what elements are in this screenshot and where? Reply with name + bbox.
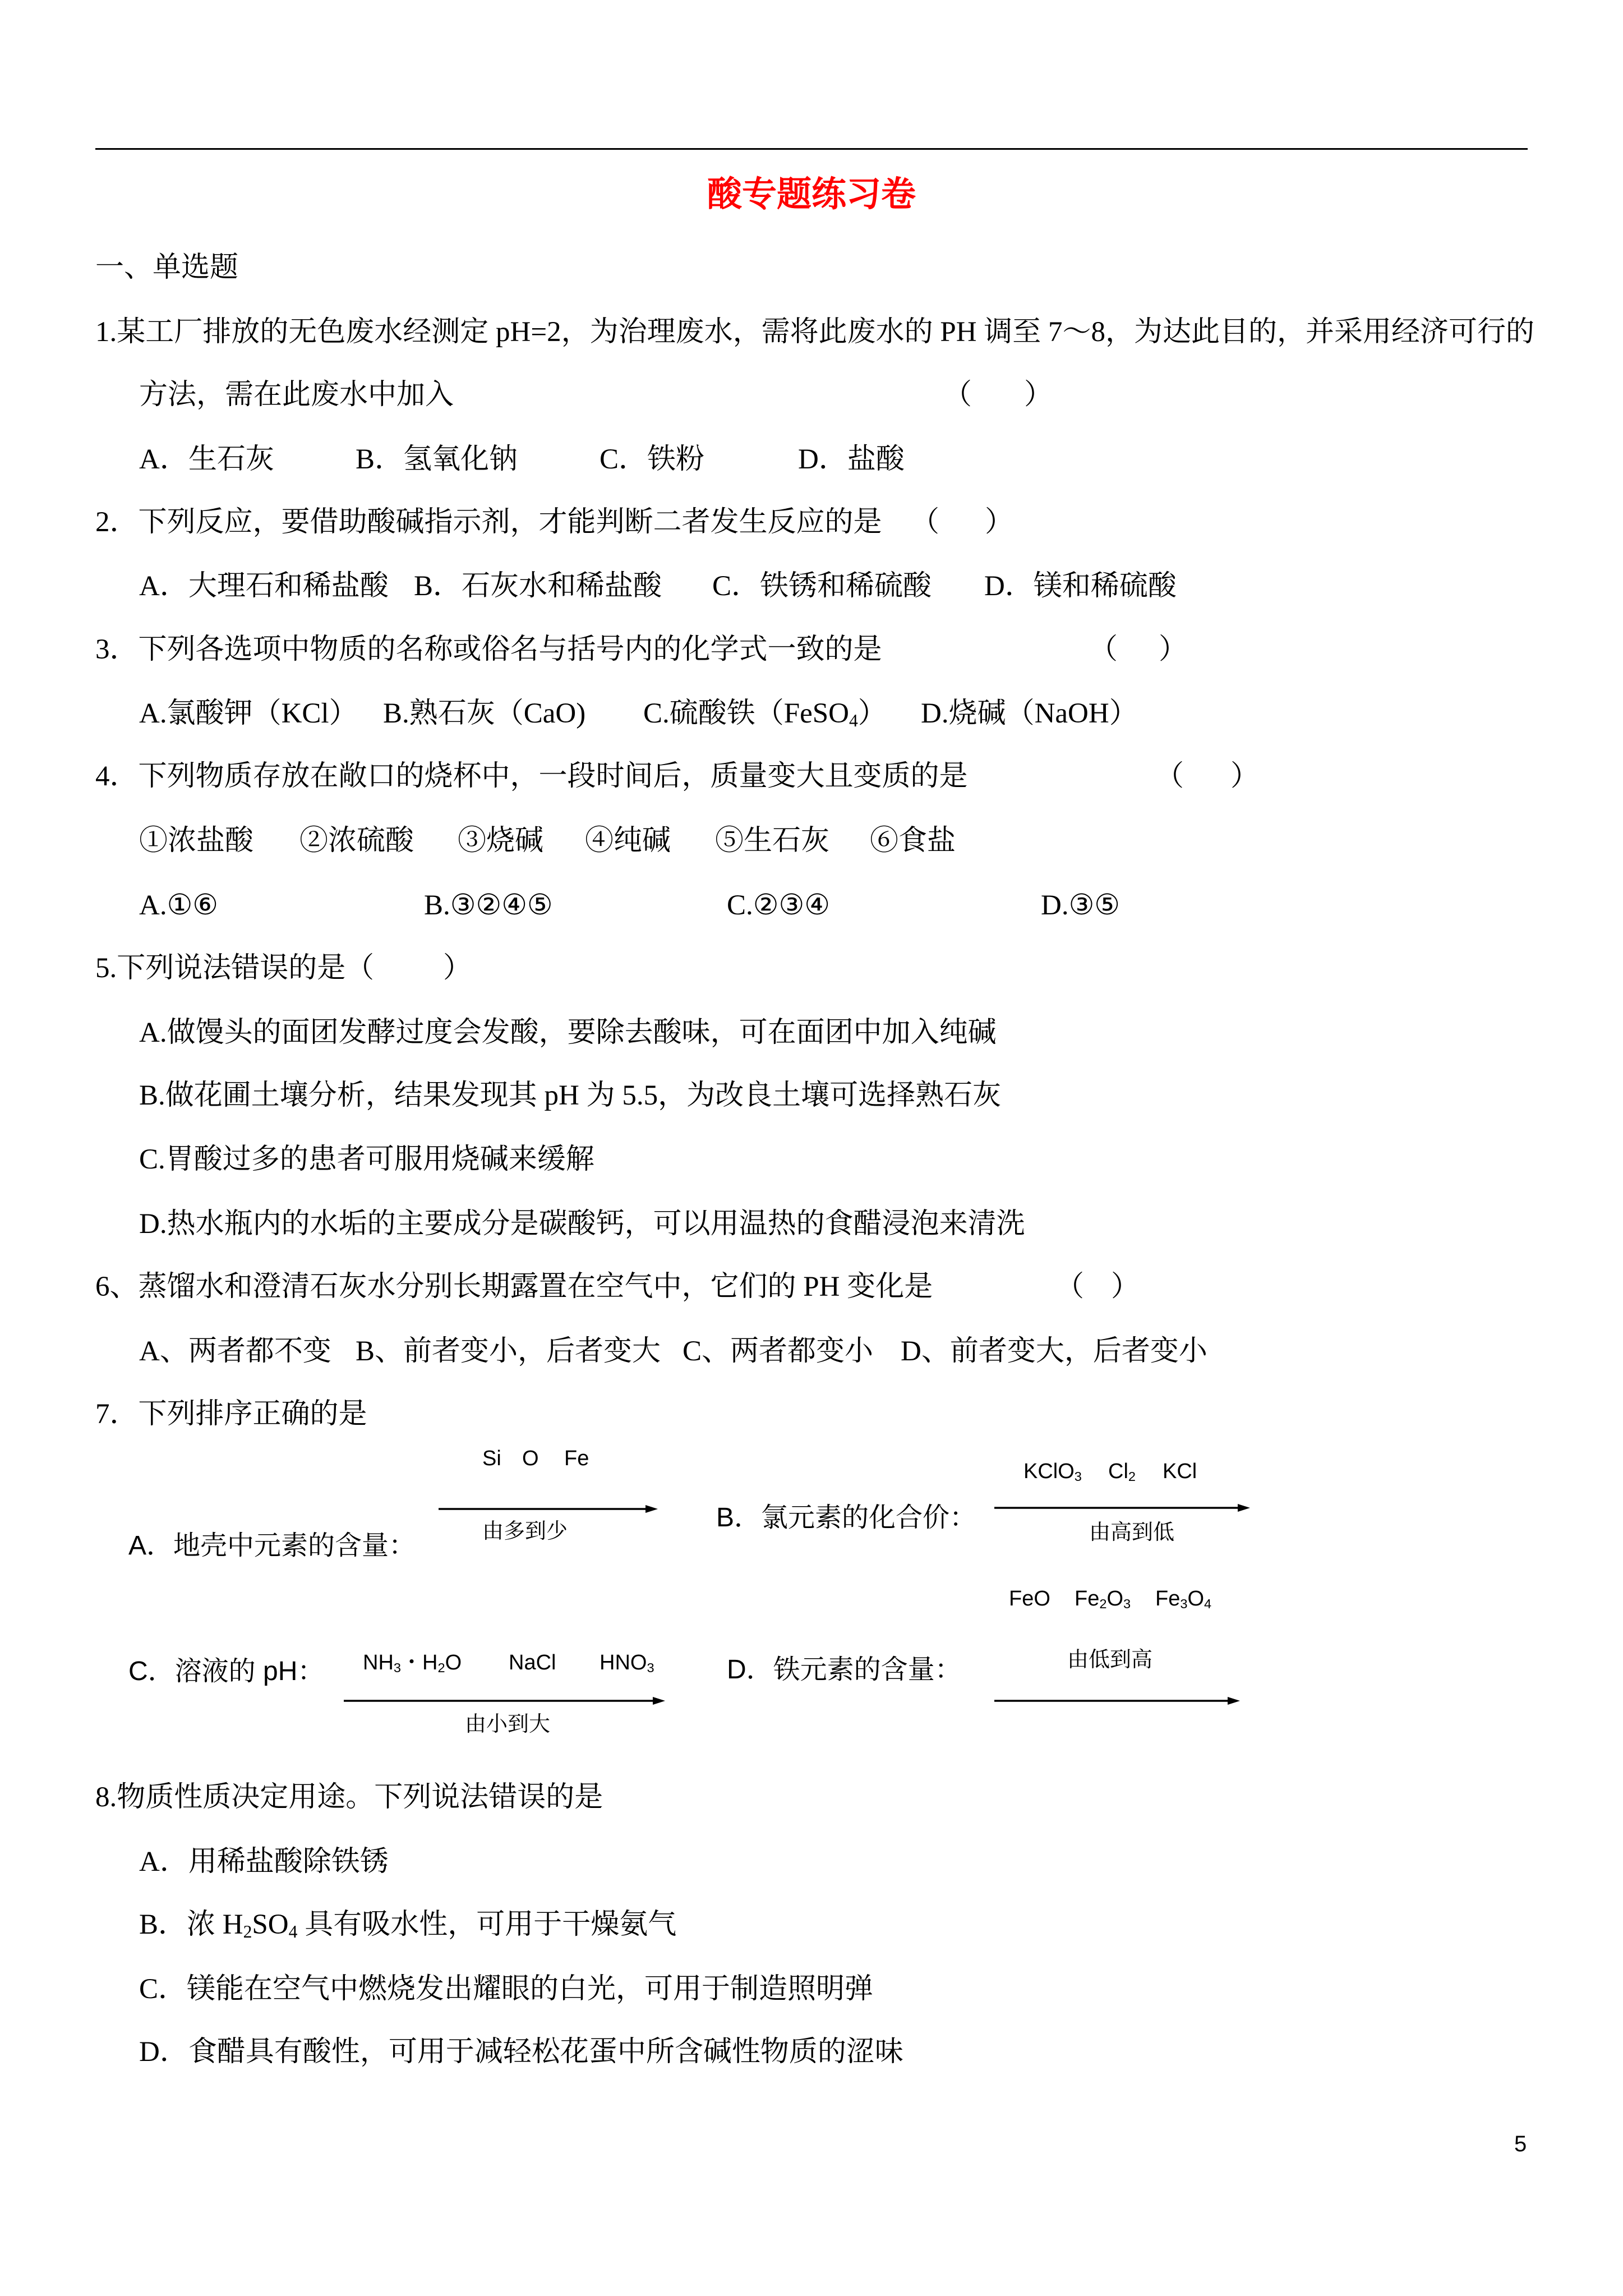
q7-c-item-nacl xyxy=(509,1650,556,1676)
q3-option-a: A.氯酸钾（KCl） xyxy=(139,698,358,729)
q7-a-item-fe: Fe xyxy=(564,1447,589,1470)
q2-stem: 2．下列反应，要借助酸碱指示剂，才能判断二者发生反应的是 xyxy=(95,507,882,538)
q8-option-b-text: B．浓 H xyxy=(139,1909,243,1940)
q8-stem: 8.物质性质决定用途。下列说法错误的是 xyxy=(95,1782,603,1813)
q1-stem-line1: 1.某工厂排放的无色废水经测定 pH=2，为治理废水，需将此废水的 PH 调至 7～8，为达此目的，并采用经济可行的 xyxy=(95,316,1535,348)
q5-answer-blank: （ ） xyxy=(345,953,472,984)
q7-d-item-fe3o4 xyxy=(1155,1586,1211,1612)
q2-option-c: C．铁锈和稀硫酸 xyxy=(712,570,932,602)
q6-option-c: C、两者都变小 xyxy=(683,1336,874,1367)
q7-b-item-cl2 xyxy=(1108,1458,1136,1484)
q7-a-item-o: O xyxy=(522,1447,539,1470)
formula-text: O xyxy=(445,1651,462,1674)
q7-stem: 7．下列排序正确的是 xyxy=(95,1398,367,1430)
subscript: 2 xyxy=(243,1921,252,1941)
q8-option-b xyxy=(139,1907,676,1942)
subscript: 2 xyxy=(1128,1469,1136,1484)
q2-option-d: D．镁和稀硫酸 xyxy=(984,570,1177,602)
arrowhead xyxy=(1228,1697,1240,1705)
q3-option-b: B.熟石灰（CaO) xyxy=(383,698,586,729)
section-heading: 一、单选题 xyxy=(95,252,239,283)
formula-text: O xyxy=(1106,1587,1124,1611)
formula-text: Fe xyxy=(1075,1587,1100,1611)
formula-text: ・H xyxy=(401,1651,438,1674)
formula-text: Fe xyxy=(1155,1587,1181,1611)
q6-answer-blank: （ ） xyxy=(1055,1271,1140,1303)
q8-option-b-text: SO xyxy=(252,1909,289,1940)
q4-substance-4: ④纯碱 xyxy=(585,825,671,857)
page-number: 5 xyxy=(1514,2132,1527,2156)
q3-option-c-text: C.硫酸铁（FeSO xyxy=(643,698,849,729)
q7-a-arrow xyxy=(439,1502,658,1516)
subscript: 4 xyxy=(288,1921,298,1941)
formula-text: Cl xyxy=(1108,1460,1128,1483)
formula-text: KCl xyxy=(1163,1460,1197,1483)
subscript: 2 xyxy=(1099,1596,1107,1612)
q4-substance-2: ②浓硫酸 xyxy=(299,825,414,857)
subscript: 2 xyxy=(437,1660,445,1676)
q7-b-arrow xyxy=(994,1501,1250,1515)
q5-option-a: A.做馒头的面团发酵过度会发酸，要除去酸味，可在面团中加入纯碱 xyxy=(139,1017,997,1048)
subscript: 3 xyxy=(1180,1596,1188,1612)
q4-option-d: D.③⑤ xyxy=(1041,890,1121,921)
arrowhead xyxy=(653,1697,665,1705)
q1-option-b: B．氢氧化钠 xyxy=(356,444,518,475)
header-rule xyxy=(95,148,1528,150)
formula-text: O xyxy=(1187,1587,1205,1611)
q3-option-c-text-end: ） xyxy=(857,698,887,729)
q5-option-b: B.做花圃土壤分析，结果发现其 pH 为 5.5，为改良土壤可选择熟石灰 xyxy=(139,1080,1002,1111)
q8-option-b-text: 具有吸水性，可用于干燥氨气 xyxy=(297,1909,677,1940)
q1-option-a: A．生石灰 xyxy=(139,444,274,475)
q2-answer-blank: （ ） xyxy=(911,507,1013,538)
q7-a-order: 由多到少 xyxy=(482,1520,568,1543)
q4-option-b: B.③②④⑤ xyxy=(424,890,553,921)
q7-a-label: A．地壳中元素的含量： xyxy=(128,1531,416,1561)
subscript: 4 xyxy=(849,710,858,730)
q4-option-a: A.①⑥ xyxy=(139,890,219,921)
q4-stem: 4．下列物质存放在敞口的烧杯中，一段时间后，质量变大且变质的是 xyxy=(95,761,968,792)
formula-text: NaCl xyxy=(509,1651,556,1674)
formula-text: NH xyxy=(363,1651,394,1674)
q4-option-c: C.②③④ xyxy=(727,890,830,921)
q7-c-label: C．溶液的 pH： xyxy=(128,1657,325,1686)
q4-substance-6: ⑥食盐 xyxy=(870,825,956,857)
q7-b-order: 由高到低 xyxy=(1089,1521,1175,1544)
q5-stem: 5.下列说法错误的是 xyxy=(95,953,346,984)
q6-option-a: A、两者都不变 xyxy=(139,1336,331,1367)
q7-b-item-kclo3 xyxy=(1023,1458,1082,1484)
q8-option-d: D．食醋具有酸性，可用于减轻松花蛋中所含碱性物质的涩味 xyxy=(139,2036,903,2068)
arrowhead xyxy=(1238,1504,1250,1512)
q8-option-c: C．镁能在空气中燃烧发出耀眼的白光，可用于制造照明弹 xyxy=(139,1973,874,2005)
q7-a-item-si: Si xyxy=(482,1447,501,1470)
q3-stem: 3．下列各选项中物质的名称或俗名与括号内的化学式一致的是 xyxy=(95,634,882,665)
q5-option-d: D.热水瓶内的水垢的主要成分是碳酸钙，可以用温热的食醋浸泡来清洗 xyxy=(139,1208,1025,1240)
subscript: 3 xyxy=(393,1660,401,1676)
q2-option-b: B．石灰水和稀盐酸 xyxy=(414,570,662,602)
q5-option-c: C.胃酸过多的患者可服用烧碱来缓解 xyxy=(139,1144,594,1175)
q7-b-label: B．氯元素的化合价： xyxy=(716,1503,977,1533)
q7-c-item-hno3 xyxy=(600,1650,654,1676)
subscript: 4 xyxy=(1204,1596,1212,1612)
q4-substance-3: ③烧碱 xyxy=(458,825,544,857)
arrowhead xyxy=(645,1505,658,1513)
q7-d-arrow xyxy=(994,1694,1240,1708)
q7-c-arrow xyxy=(344,1694,665,1708)
q2-option-a: A．大理石和稀盐酸 xyxy=(139,570,389,602)
q6-option-d: D、前者变大，后者变小 xyxy=(901,1336,1207,1367)
q6-option-b: B、前者变小，后者变大 xyxy=(356,1336,661,1367)
subscript: 3 xyxy=(647,1660,654,1676)
subscript: 3 xyxy=(1123,1596,1131,1612)
q1-option-c: C．铁粉 xyxy=(600,444,705,475)
q1-answer-blank: （ ） xyxy=(943,379,1053,411)
q7-c-item-nh3h2o xyxy=(363,1650,462,1676)
q3-option-d: D.烧碱（NaOH） xyxy=(921,698,1138,729)
q3-option-c xyxy=(643,696,887,731)
q1-option-d: D．盐酸 xyxy=(798,444,905,475)
q8-option-a: A．用稀盐酸除铁锈 xyxy=(139,1846,389,1878)
q1-stem-line2: 方法，需在此废水中加入 xyxy=(139,379,454,411)
q7-c-order: 由小到大 xyxy=(465,1713,551,1736)
q7-d-label: D．铁元素的含量： xyxy=(727,1655,962,1685)
formula-text: FeO xyxy=(1009,1587,1050,1611)
q3-answer-blank: （ ） xyxy=(1089,634,1187,665)
formula-text: HNO xyxy=(600,1651,647,1674)
q4-substance-5: ⑤生石灰 xyxy=(715,825,830,857)
q7-d-order: 由低到高 xyxy=(1067,1648,1153,1672)
q4-answer-blank: （ ） xyxy=(1155,761,1259,792)
formula-text: KClO xyxy=(1023,1460,1075,1483)
q6-stem: 6、蒸馏水和澄清石灰水分别长期露置在空气中，它们的 PH 变化是 xyxy=(95,1271,933,1303)
subscript: 3 xyxy=(1074,1469,1082,1484)
q7-d-item-feo xyxy=(1009,1586,1050,1612)
q7-b-item-kcl xyxy=(1163,1458,1197,1484)
q7-d-item-fe2o3 xyxy=(1075,1586,1131,1612)
page-title: 酸专题练习卷 xyxy=(707,176,916,214)
q4-substance-1: ①浓盐酸 xyxy=(139,825,254,857)
